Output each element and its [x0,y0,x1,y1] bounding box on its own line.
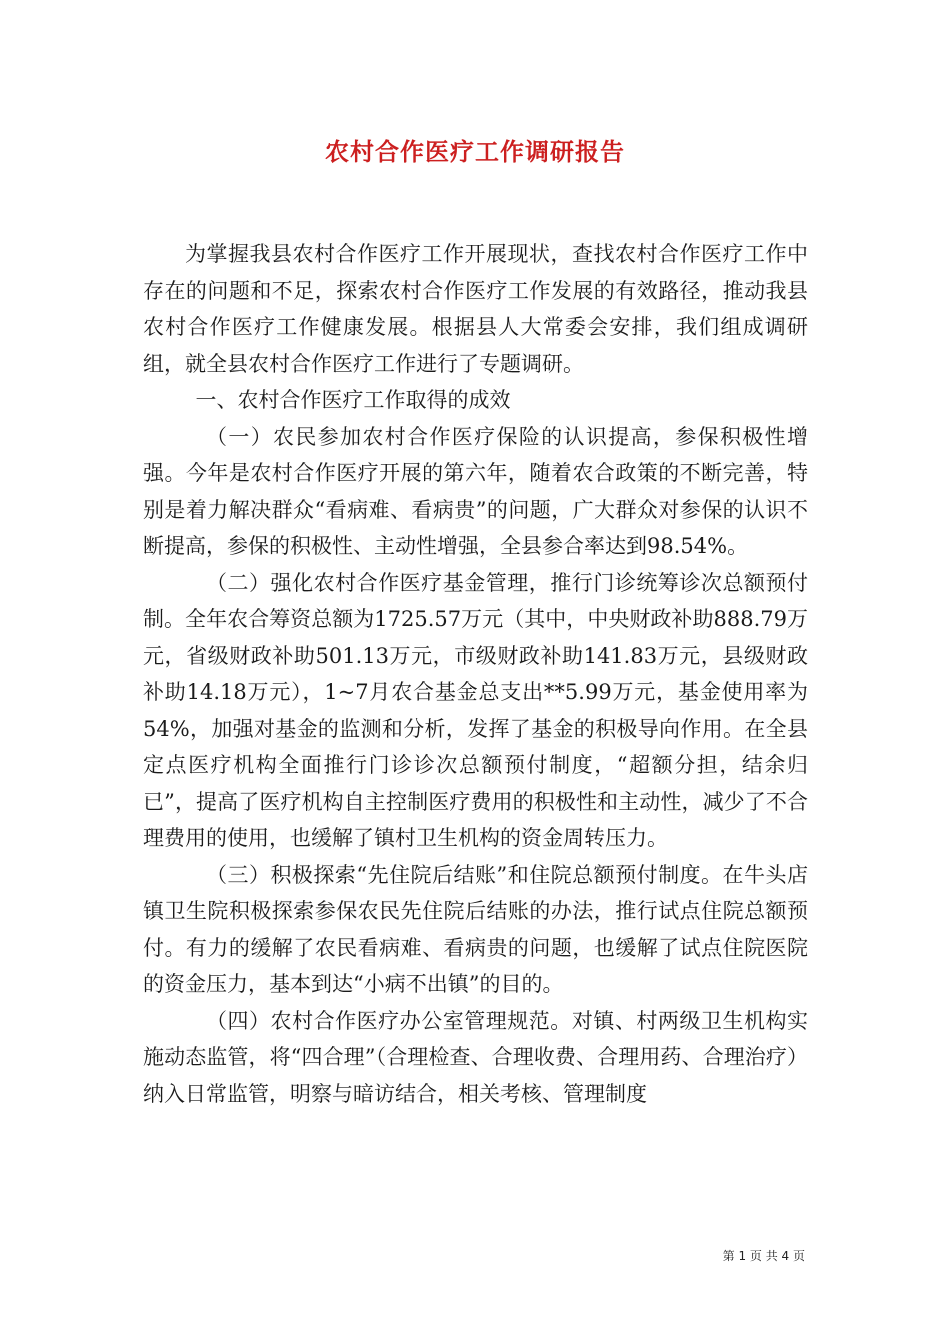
paragraph-item-2: （二）强化农村合作医疗基金管理，推行门诊统筹诊次总额预付制。全年农合筹资总额为1725.57万元（其中，中央财政补助888.79万元，省级财政补助501.13万元，市级财政补助141.83万元，县级财政补助14.18万元），1~7月农合基金总支出**5.99万元，基金使用率为54%，加强对基金的监测和分析，发挥了基金的积极导向作用。在全县定点医疗机构全面推行门诊诊次总额预付制度，“超额分担，结余归已”，提高了医疗机构自主控制医疗费用的积极性和主动性，减少了不合理费用的使用，也缓解了镇村卫生机构的资金周转压力。 [143,570,808,850]
intro-paragraph: 为掌握我县农村合作医疗工作开展现状，查找农村合作医疗工作中存在的问题和不足，探索农村合作医疗工作发展的有效路径，推动我县农村合作医疗工作健康发展。根据县人大常委会安排，我们组成调研组，就全县农村合作医疗工作进行了专题调研。 [143,242,808,376]
section-heading: 一、农村合作医疗工作取得的成效 [195,388,511,412]
paragraph-item-4: （四）农村合作医疗办公室管理规范。对镇、村两级卫生机构实施动态监管，将“四合理”（合理检查、合理收费、合理用药、合理治疗）纳入日常监管，明察与暗访结合，相关考核、管理制度 [143,1008,808,1106]
page-number-footer: 第 1 页 共 4 页 [722,1249,805,1263]
document-body [143,236,808,1112]
paragraph-item-1: （一）农民参加农村合作医疗保险的认识提高，参保积极性增强。今年是农村合作医疗开展的第六年，随着农合政策的不断完善，特别是着力解决群众“看病难、看病贵”的问题，广大群众对参保的认识不断提高，参保的积极性、主动性增强，全县参合率达到98.54%。 [143,424,808,558]
document-title: 农村合作医疗工作调研报告 [325,137,625,166]
paragraph-item-3: （三）积极探索“先住院后结账”和住院总额预付制度。在牛头店镇卫生院积极探索参保农民先住院后结账的办法，推行试点住院总额预付。有力的缓解了农民看病难、看病贵的问题，也缓解了试点住院医院的资金压力，基本到达“小病不出镇”的目的。 [143,862,808,996]
